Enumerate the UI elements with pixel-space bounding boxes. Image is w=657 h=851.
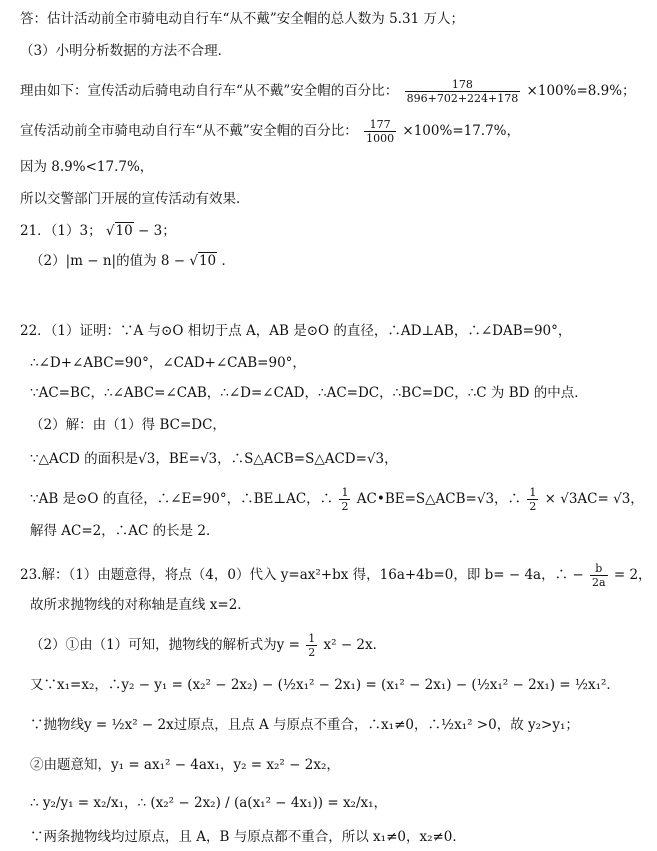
answer-20-3: （3）小明分析数据的方法不合理． [20, 43, 232, 59]
answer-21-1: 21．（1）3； √10 − 3； [20, 223, 176, 239]
answer-23-axis: 故所求抛物线的对称轴是直线 x=2． [30, 597, 251, 613]
answer-23-1: 23.解：（1）由题意得，将点（4，0）代入 y=ax²+bx 得，16a+4b=0，即 b= − 4a，∴ − $\frac{b}{2a}$ = 2， [20, 562, 652, 589]
answer-22-step: ∵AB 是⊙O 的直径，∴∠E=90°，∴BE⊥AC，∴ $\frac{1}{2}$ AC•BE=S△ACB=√3，∴ $\frac{1}{2}$ × √3AC= √3， [30, 486, 644, 513]
answer-21-2: （2）|m − n|的值为 8 − √10 ． [30, 253, 235, 269]
reason-after: 理由如下：宣传活动后骑电动自行车“从不戴”安全帽的百分比： $\frac{178}{896+702+224+178}$ ×100%=8.9%； [20, 78, 636, 105]
answer-23-step: ∵抛物线y = ½x² − 2x过原点，且点 A 与原点不重合，∴x₁≠0，∴½x₁² >0，故 y₂>y₁； [30, 717, 579, 733]
fraction-after: $\frac{178}{896+702+224+178}$ [406, 78, 519, 105]
conclusion: 所以交警部门开展的宣传活动有效果． [20, 191, 250, 207]
fraction-before: $\frac{177}{1000}$ [366, 118, 395, 145]
answer-23-step: 又∵x₁=x₂，∴y₂ − y₁ = (x₂² − 2x₂) − (½x₁² − 2x₁) = (x₁² − 2x₁) − (½x₁² − 2x₁) = ½x₁²． [30, 677, 620, 693]
answer-22-step: ∴∠D+∠ABC=90°，∠CAD+∠CAB=90°， [30, 355, 306, 371]
answer-23-step: ∵两条抛物线均过原点，且 A，B 与原点都不重合，所以 x₁≠0，x₂≠0． [30, 829, 466, 845]
answer-22-2: （2）解：由（1）得 BC=DC， [30, 417, 226, 433]
sqrt-expression: √10 [189, 253, 217, 269]
answer-22-result: 解得 AC=2，∴AC 的长是 2． [30, 523, 220, 539]
fraction-half: $\frac{1}{2}$ [341, 486, 349, 513]
fraction-axis: $\frac{b}{2a}$ [592, 562, 606, 589]
comparison: 因为 8.9%<17.7%， [20, 159, 154, 175]
sqrt-expression: √10 [105, 223, 133, 239]
answer-22-1: 22．（1）证明：∵A 与⊙O 相切于点 A，AB 是⊙O 的直径，∴AD⊥AB，∴∠DAB=90°， [20, 323, 572, 339]
answer-22-step: ∵△ACD 的面积是√3，BE=√3，∴S△ACB=S△ACD=√3， [30, 451, 398, 467]
fraction-half: $\frac{1}{2}$ [308, 632, 316, 659]
answer-23-step: ∴ y₂/y₁ = x₂/x₁，∴ (x₂² − 2x₂) / (a(x₁² − 4x₁)) = x₂/x₁， [30, 795, 388, 811]
answer-22-step: ∵AC=BC，∴∠ABC=∠CAB，∴∠D=∠CAD，∴AC=DC，∴BC=DC，∴C 为 BD 的中点． [30, 385, 588, 401]
fraction-half: $\frac{1}{2}$ [529, 486, 537, 513]
answer-23-2: （2）①由（1）可知，抛物线的解析式为y = $\frac{1}{2}$ x² − 2x． [30, 632, 387, 659]
answer-20-2: 答：估计活动前全市骑电动自行车“从不戴”安全帽的总人数为 5.31 万人； [20, 11, 464, 27]
answer-23-step: ②由题意知，y₁ = ax₁² − 4ax₁，y₂ = x₂² − 2x₂， [30, 757, 340, 773]
reason-before: 宣传活动前全市骑电动自行车“从不戴”安全帽的百分比： $\frac{177}{1000}$ ×100%=17.7%， [20, 118, 521, 145]
